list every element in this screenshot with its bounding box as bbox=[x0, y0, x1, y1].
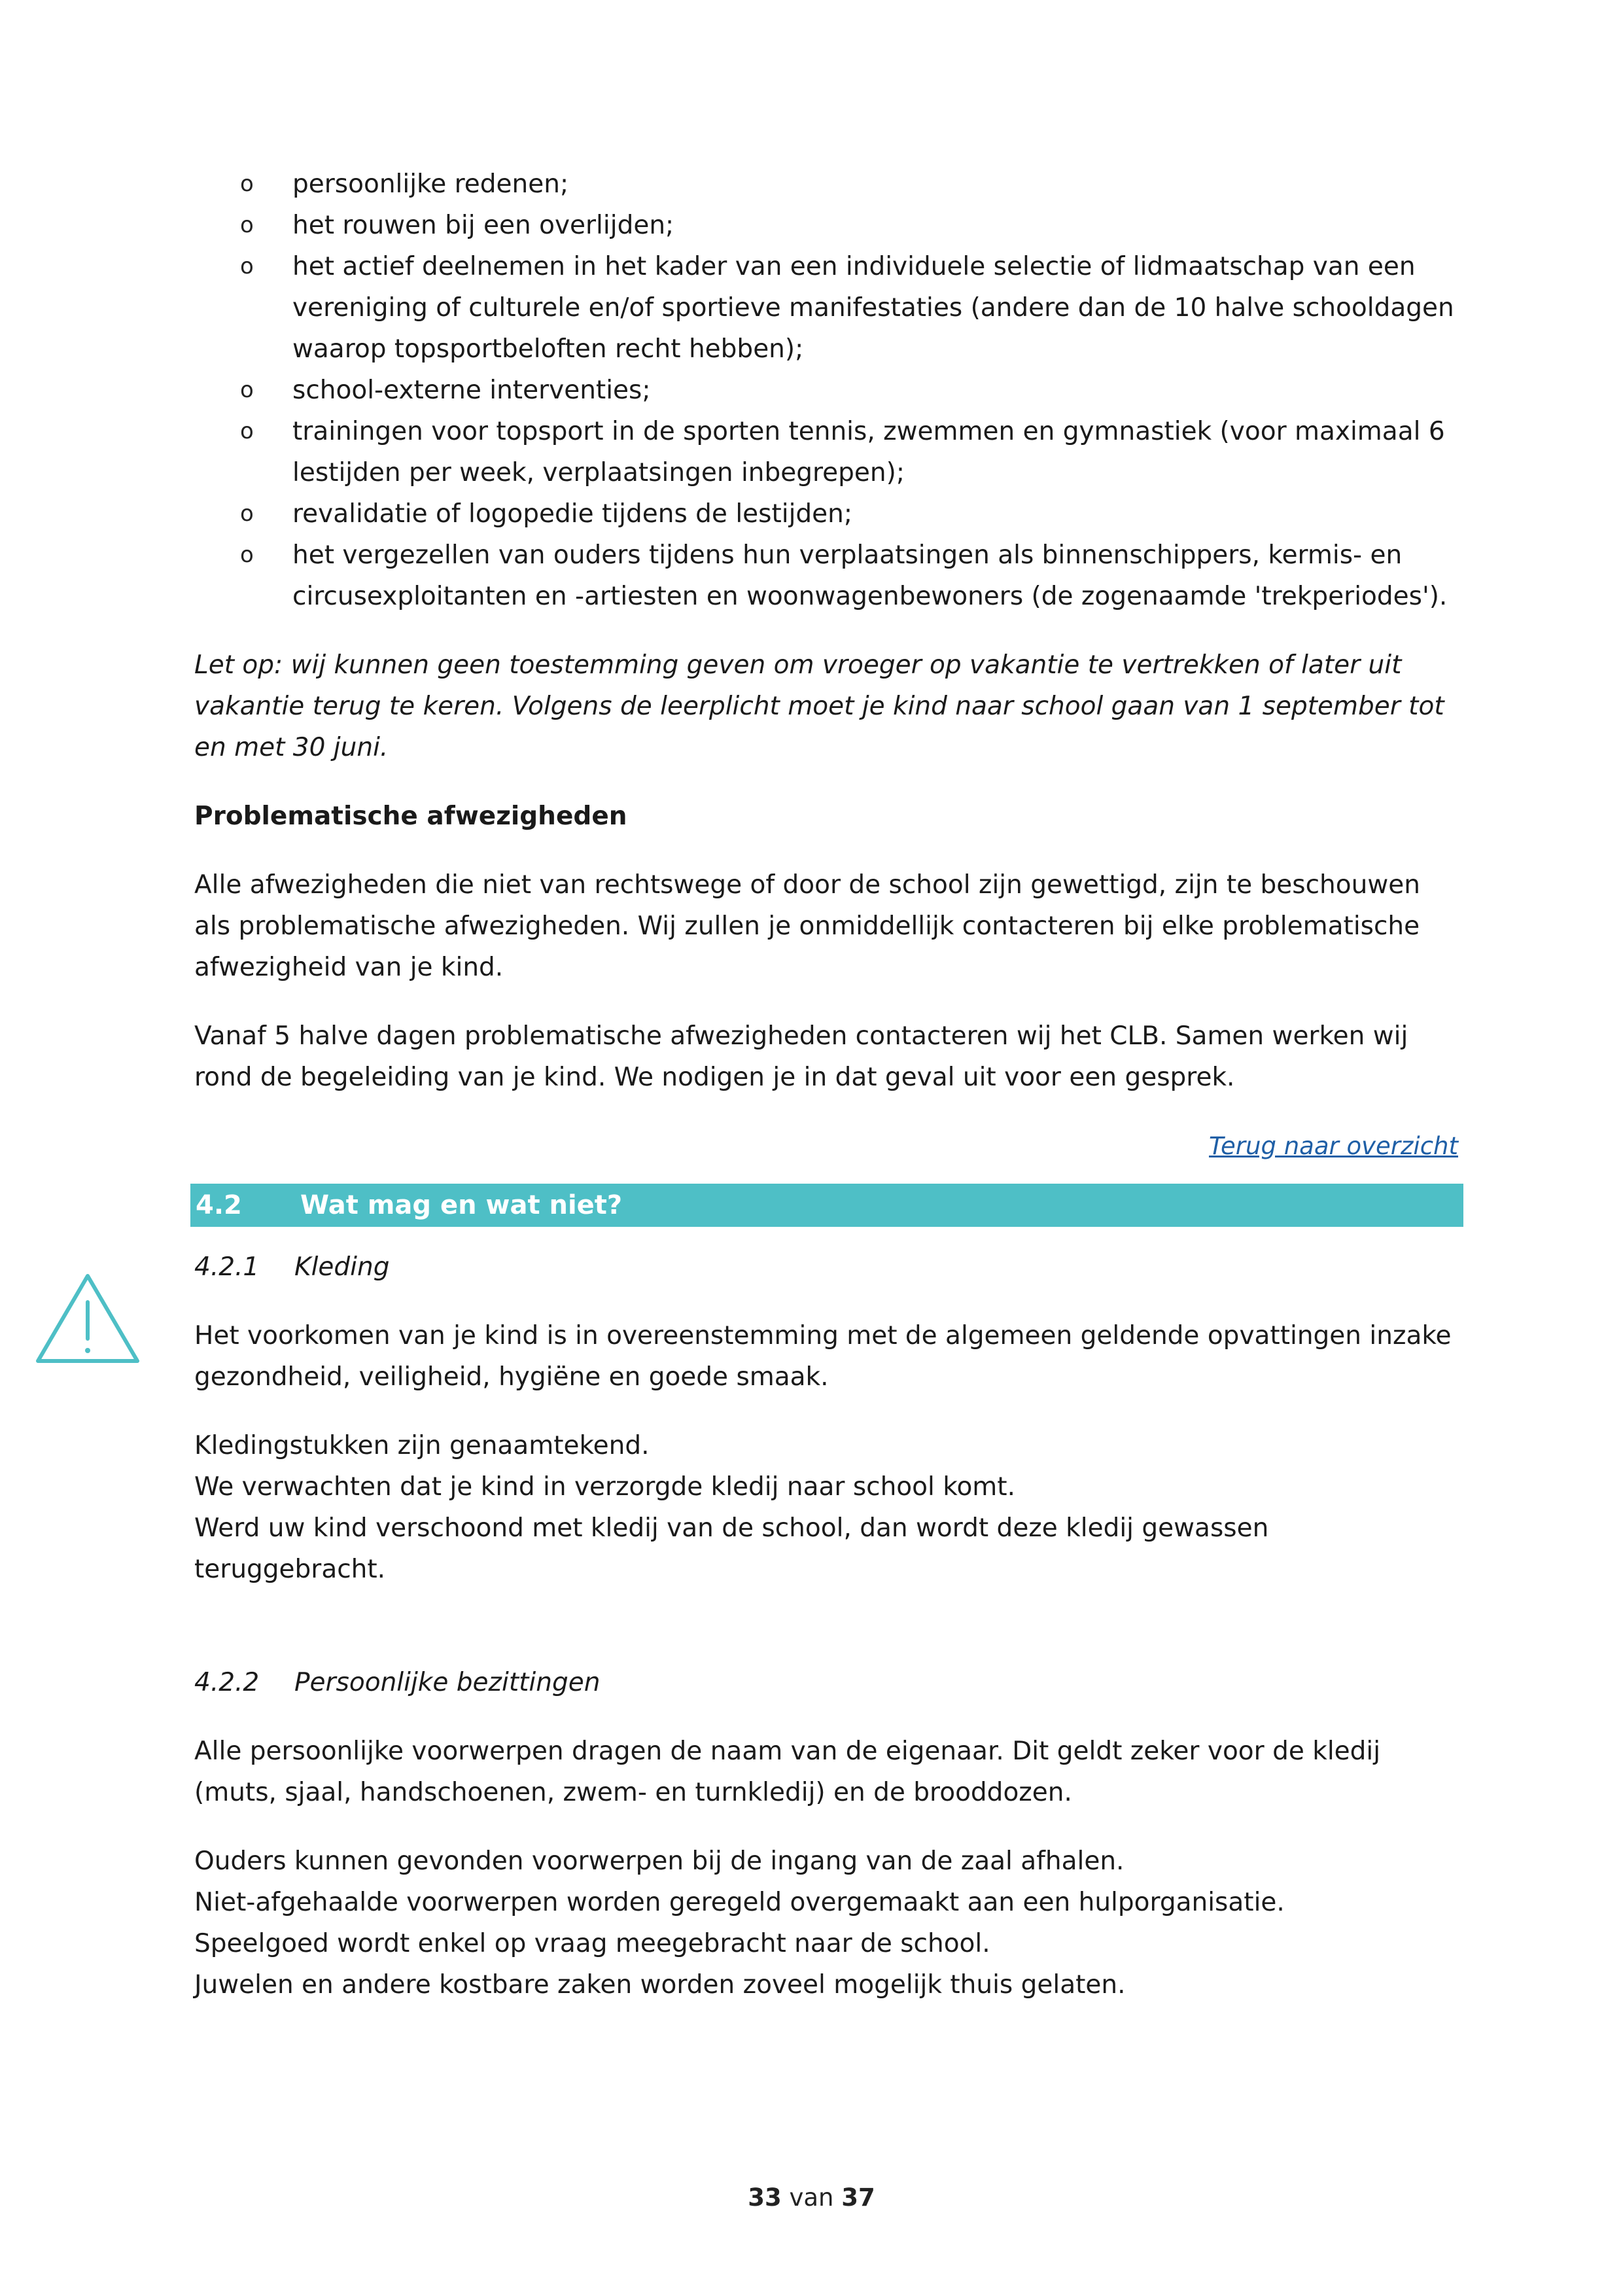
section-heading-bar bbox=[190, 1184, 1463, 1227]
page-content bbox=[194, 164, 1463, 2005]
bullet-marker: o bbox=[240, 377, 254, 403]
section-number: 4.2 bbox=[196, 1190, 242, 1220]
text-line: We verwachten dat je kind in verzorgde kledij naar school komt. bbox=[194, 1472, 1015, 1502]
warning-triangle-icon bbox=[33, 1269, 143, 1368]
subsection-heading-bezittingen bbox=[194, 1662, 1463, 1703]
back-link-row bbox=[194, 1125, 1463, 1167]
subsection-heading-kleding bbox=[194, 1246, 1463, 1288]
bullet-marker: o bbox=[240, 212, 254, 238]
text-line: Ouders kunnen gevonden voorwerpen bij de ingang van de zaal afhalen. bbox=[194, 1846, 1125, 1876]
page-separator: van bbox=[789, 2183, 834, 2212]
total-pages: 37 bbox=[841, 2183, 875, 2212]
bullet-marker: o bbox=[240, 501, 254, 527]
problematic-absences-paragraph: Alle afwezigheden die niet van rechtswege of door de school zijn gewettigd, zijn te beschouwen als problematische afwezigheden. Wij zullen je onmiddellijk contacteren bij elke problematische afwezigheid van je kind. bbox=[194, 870, 1420, 982]
bullet-marker: o bbox=[240, 171, 254, 197]
back-to-overview-link[interactable]: Terug naar overzicht bbox=[1209, 1132, 1458, 1160]
subsection-title: Kleding bbox=[294, 1252, 390, 1282]
list-item: o persoonlijke redenen; bbox=[194, 164, 1463, 205]
text-line: Werd uw kind verschoond met kledij van de school, dan wordt deze kledij gewassen teruggebracht. bbox=[194, 1513, 1269, 1584]
text-line: Niet-afgehaalde voorwerpen worden geregeld overgemaakt aan een hulporganisatie. bbox=[194, 1888, 1285, 1917]
bullet-marker: o bbox=[240, 253, 254, 279]
current-page: 33 bbox=[748, 2183, 782, 2212]
list-item: o revalidatie of logopedie tijdens de lestijden; bbox=[194, 493, 1463, 535]
subsection-title: Persoonlijke bezittingen bbox=[294, 1668, 601, 1697]
bullet-list bbox=[194, 164, 1463, 617]
list-item: o trainingen voor topsport in de sporten tennis, zwemmen en gymnastiek (voor maximaal 6 lestijden per week, verplaatsingen inbegrepen); bbox=[194, 411, 1463, 493]
text-line: Kledingstukken zijn genaamtekend. bbox=[194, 1431, 650, 1460]
list-item: o het actief deelnemen in het kader van een individuele selectie of lidmaatschap van een vereniging of culturele en/of sportieve manifestaties (andere dan de 10 halve schooldagen waarop topsportbeloften recht hebben); bbox=[194, 246, 1463, 370]
vacation-note: Let op: wij kunnen geen toestemming geven om vroeger op vakantie te vertrekken of later uit vakantie terug te keren. Volgens de leerplicht moet je kind naar school gaan van 1 september tot en met 30 juni. bbox=[194, 650, 1444, 762]
list-item: o het vergezellen van ouders tijdens hun verplaatsingen als binnenschippers, kermis- en circusexploitanten en -artiesten en woonwagenbewoners (de zogenaamde 'trekperiodes'). bbox=[194, 535, 1463, 617]
problematic-absences-heading: Problematische afwezigheden bbox=[194, 802, 627, 831]
list-item: o het rouwen bij een overlijden; bbox=[194, 205, 1463, 246]
section-title: Wat mag en wat niet? bbox=[300, 1190, 623, 1220]
clb-paragraph: Vanaf 5 halve dagen problematische afwezigheden contacteren wij het CLB. Samen werken wij rond de begeleiding van je kind. We nodigen je in dat geval uit voor een gesprek. bbox=[194, 1021, 1408, 1092]
clothing-lines bbox=[194, 1425, 1463, 1590]
clothing-paragraph: Het voorkomen van je kind is in overeenstemming met de algemeen geldende opvattingen inzake gezondheid, veiligheid, hygiëne en goede smaak. bbox=[194, 1321, 1452, 1392]
subsection-number: 4.2.2 bbox=[194, 1668, 260, 1697]
belongings-lines bbox=[194, 1841, 1463, 2005]
text-line: Juwelen en andere kostbare zaken worden zoveel mogelijk thuis gelaten. bbox=[194, 1970, 1126, 2000]
subsection-number: 4.2.1 bbox=[194, 1252, 260, 1282]
list-item: o school-externe interventies; bbox=[194, 370, 1463, 411]
text-line: Speelgoed wordt enkel op vraag meegebracht naar de school. bbox=[194, 1929, 990, 1958]
page-number-footer bbox=[0, 2183, 1623, 2212]
belongings-paragraph: Alle persoonlijke voorwerpen dragen de naam van de eigenaar. Dit geldt zeker voor de kledij (muts, sjaal, handschoenen, zwem- en turnkledij) en de brooddozen. bbox=[194, 1737, 1381, 1807]
bullet-marker: o bbox=[240, 542, 254, 568]
bullet-marker: o bbox=[240, 418, 254, 444]
